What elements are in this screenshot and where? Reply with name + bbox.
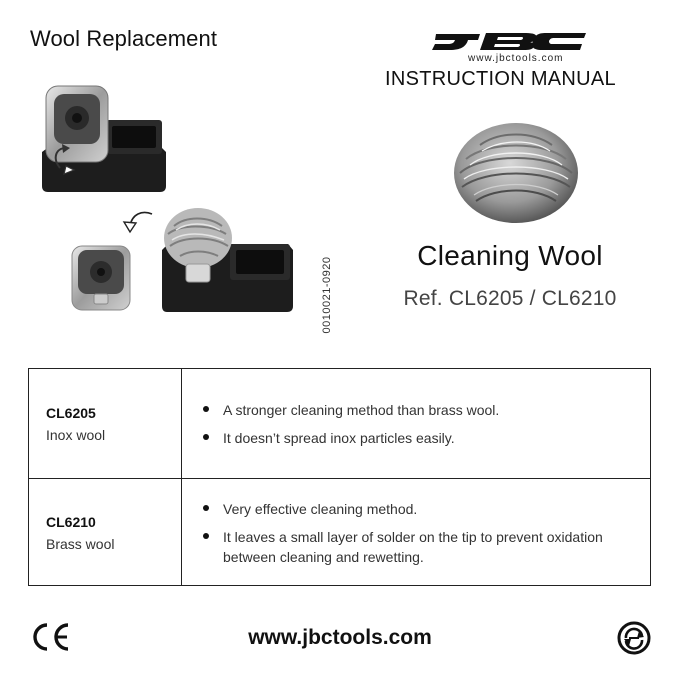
spec-table <box>28 368 651 586</box>
feature-list <box>201 499 631 575</box>
stand-on-base-illustration <box>40 82 170 194</box>
product-code: CL6210 <box>46 514 96 530</box>
list-item: Very effective cleaning method. <box>201 499 631 519</box>
list-item: A stronger cleaning method than brass wool. <box>201 400 631 420</box>
rotate-arrow-icon <box>122 208 156 236</box>
manual-title: INSTRUCTION MANUAL <box>385 68 616 90</box>
document-code: 0010021-0920 <box>321 256 333 334</box>
ce-mark-icon <box>30 622 72 652</box>
material-name: Inox wool <box>46 427 106 443</box>
column-divider <box>181 369 182 478</box>
brand-website: www.jbctools.com <box>468 53 564 64</box>
jbc-logo <box>428 30 590 52</box>
list-item: It doesn’t spread inox particles easily. <box>201 428 631 448</box>
table-row <box>29 479 650 585</box>
product-code: CL6205 <box>46 405 96 421</box>
table-row <box>29 369 650 479</box>
product-reference: Ref. CL6205 / CL6210 <box>403 287 617 310</box>
footer-website: www.jbctools.com <box>248 626 432 649</box>
wool-photo <box>452 117 580 225</box>
section-title: Wool Replacement <box>30 26 218 51</box>
removed-stand-illustration <box>70 244 136 314</box>
feature-list <box>201 400 631 456</box>
column-divider <box>181 479 182 585</box>
material-name: Brass wool <box>46 536 115 552</box>
recycle-icon <box>617 621 651 655</box>
list-item: It leaves a small layer of solder on the tip to prevent oxidation between cleaning and rewetting. <box>201 527 631 567</box>
base-with-wool-illustration <box>160 204 295 314</box>
product-name: Cleaning Wool <box>417 240 603 271</box>
